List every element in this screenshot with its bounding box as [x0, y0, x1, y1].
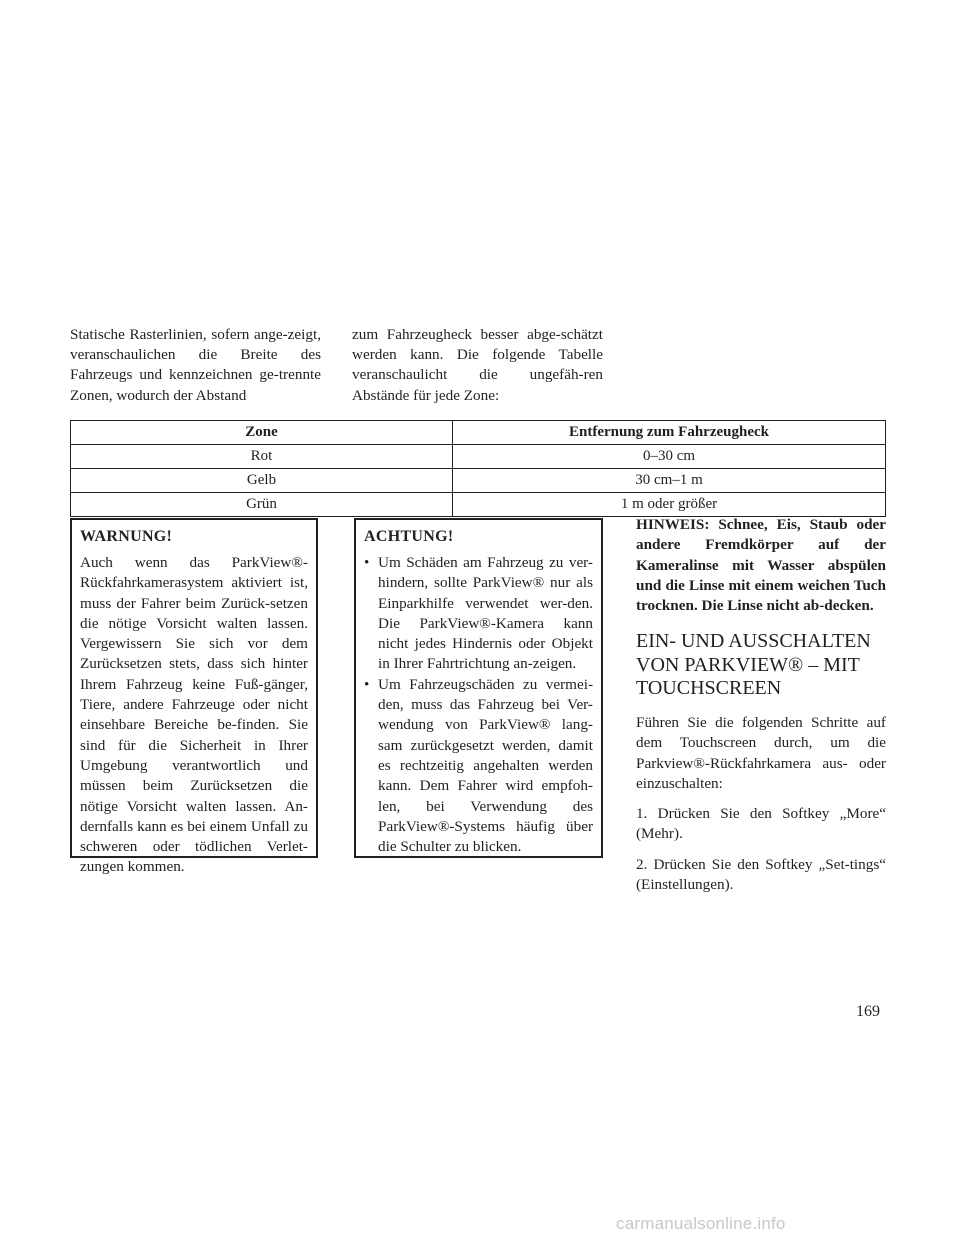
caution-box: [354, 518, 603, 858]
caution-item-text: Um Schäden am Fahrzeug zu ver-hindern, sollte ParkView® nur als Einparkhilfe verwendet wer-den. Die ParkView®-Kamera kann nicht jedes Hindernis oder Objekt in Ihrer Fahrtrichtung an-zeigen.: [378, 554, 593, 673]
step-2: 2. Drücken Sie den Softkey „Set-tings“ (Einstellungen).: [636, 855, 886, 894]
warning-title: WARNUNG!: [80, 528, 173, 545]
bullet-icon: •: [364, 675, 370, 693]
caution-list: [364, 553, 593, 857]
table-header-row: [71, 421, 886, 445]
step-1: 1. Drücken Sie den Softkey „More“ (Mehr).: [636, 805, 886, 843]
column-header-distance: Entfernung zum Fahrzeugheck: [453, 421, 886, 445]
watermark: carmanualsonline.info: [616, 1214, 786, 1233]
section-heading: [636, 630, 886, 701]
table-cell-zone: Rot: [71, 445, 453, 469]
right-column: [636, 515, 886, 905]
bullet-icon: •: [364, 554, 370, 571]
table-cell-distance: 1 m oder größer: [453, 493, 886, 517]
list-item: [364, 553, 593, 675]
warning-box: [70, 518, 318, 876]
intro-text-right: zum Fahrzeugheck besser abge-schätzt werden kann. Die folgende Tabelle veranschaulicht die ungefäh-ren Abstände für jede Zone:: [352, 326, 603, 404]
table-row: [71, 469, 886, 493]
note-text: HINWEIS: Schnee, Eis, Staub oder andere Fremdkörper auf der Kameralinse mit Wasser abspülen und die Linse mit einem weichen Tuch trocknen. Die Linse nicht ab-decken.: [636, 516, 886, 615]
section-heading-line: TOUCHSCREEN: [636, 677, 782, 700]
table-cell-zone: Gelb: [71, 469, 453, 493]
page-number: 169: [856, 1003, 880, 1020]
column-header-zone: Zone: [71, 421, 453, 445]
caution-title: ACHTUNG!: [364, 528, 454, 545]
table-row: [71, 445, 886, 469]
table-cell-zone: Grün: [71, 493, 453, 517]
table-cell-distance: 0–30 cm: [453, 445, 886, 469]
caution-item-text: Um Fahrzeugschäden zu vermei-den, muss das Fahrzeug bei Ver-wendung von ParkView® lang-sam zurückgesetzt werden, damit es rechtzeitig angehalten werden kann. Dem Fahrer wird empfoh-len, bei Verwendung des ParkView®-Systems häufig über die Schulter zu blicken.: [378, 675, 593, 856]
table-row: [71, 493, 886, 517]
intro-text-left: Statische Rasterlinien, sofern ange-zeigt, veranschaulichen die Breite des Fahrzeugs und kennzeichnen ge-trennte Zonen, wodurch der Abstand: [70, 326, 321, 404]
table-cell-distance: 30 cm–1 m: [453, 469, 886, 493]
section-intro: Führen Sie die folgenden Schritte auf dem Touchscreen durch, um die Parkview®-Rückfahrkamera aus- oder einzuschalten:: [636, 713, 886, 792]
warning-text: Auch wenn das ParkView®-Rückfahrkamerasystem aktiviert ist, muss der Fahrer beim Zurück-setzen die nötige Vorsicht walten lassen. Vergewissern Sie sich vor dem Zurücksetzen stets, dass sich hinter Ihrem Fahrzeug keine Fuß-gänger, Tiere, andere Fahrzeuge oder nicht einsehbare Bereiche be-finden. Sie sind für die Sicherheit in Ihrer Umgebung verantwortlich und müssen beim Zurücksetzen die nötige Vorsicht walten lassen. An-dernfalls kann es bei einem Unfall zu schweren oder tödlichen Verlet-zungen kommen.: [80, 554, 308, 876]
section-heading-line: EIN- UND AUSSCHALTEN: [636, 630, 871, 653]
zone-distance-table: [70, 420, 886, 517]
section-heading-line: VON PARKVIEW® – MIT: [636, 653, 860, 676]
list-item: [364, 675, 593, 858]
